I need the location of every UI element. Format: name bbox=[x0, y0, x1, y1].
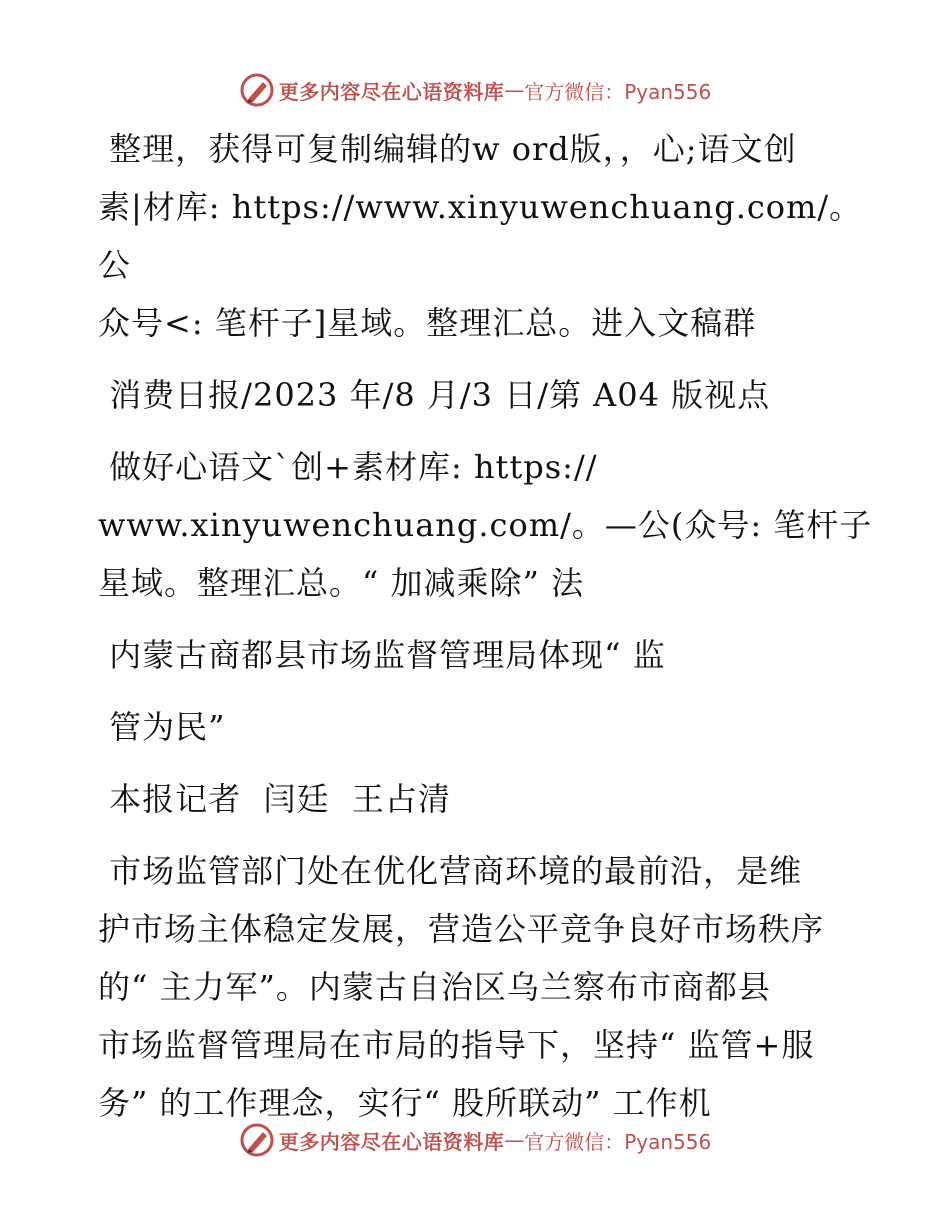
body-line-4: 市场监督管理局在市局的指导下，坚持“ 监管+服 bbox=[98, 1026, 815, 1064]
banner-separator: — bbox=[504, 78, 525, 102]
intro-line-2: 素|材库: https://www.xinyuwenchuang.com/。公 bbox=[98, 188, 863, 284]
body-line-1: 市场监管部门处在优化营商环境的最前沿，是维 bbox=[98, 852, 803, 890]
body-line-3: 的“ 主力军”。内蒙古自治区乌兰察布市商都县 bbox=[98, 968, 771, 1006]
pen-logo-icon bbox=[239, 72, 275, 108]
banner-wechat: 官方微信：Pyan556 bbox=[524, 1129, 712, 1154]
footer-banner bbox=[0, 1120, 950, 1160]
intro-line-3: 众号<: 笔杆子]星域。整理汇总。进入文稿群 bbox=[98, 304, 757, 342]
notice-line-1: 做好心语文`创+素材库: https:// bbox=[98, 448, 598, 486]
intro-line-1: 整理，获得可复制编辑的w ord版，，心;语文创 bbox=[98, 130, 797, 168]
body-line-2: 护市场主体稳定发展，营造公平竞争良好市场秩序 bbox=[98, 910, 825, 948]
notice-line-3: 星域。整理汇总。“ 加减乘除” 法 bbox=[98, 564, 585, 602]
source-line: 消费日报/2023 年/8 月/3 日/第 A04 版视点 bbox=[98, 376, 771, 414]
notice-line-2: www.xinyuwenchuang.com/。—公(众号: 笔杆子 bbox=[98, 506, 873, 544]
headline-line-1: 内蒙古商都县市场监督管理局体现“ 监 bbox=[98, 636, 666, 674]
pen-logo-icon bbox=[239, 1122, 275, 1158]
byline: 本报记者 闫廷 王占清 bbox=[98, 780, 451, 818]
body-line-5: 务” 的工作理念，实行“ 股所联动” 工作机 bbox=[98, 1084, 712, 1122]
headline-line-2: 管为民” bbox=[98, 708, 226, 746]
header-banner bbox=[0, 70, 950, 110]
document-body bbox=[98, 120, 878, 1132]
banner-wechat: 官方微信：Pyan556 bbox=[524, 79, 712, 104]
banner-text: 更多内容尽在心语资料库 bbox=[278, 79, 505, 104]
banner-text: 更多内容尽在心语资料库 bbox=[278, 1129, 505, 1154]
banner-separator: — bbox=[504, 1128, 525, 1152]
